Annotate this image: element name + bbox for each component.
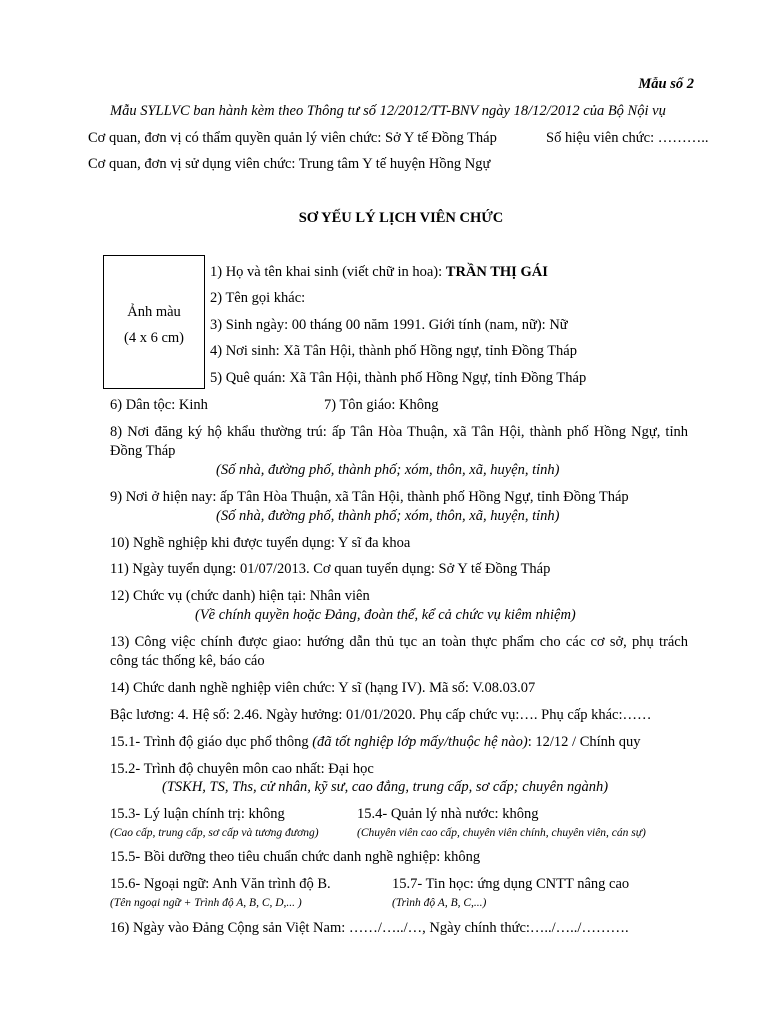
field-highest-qualification: 15.2- Trình độ chuyên môn cao nhất: Đại học [110, 761, 374, 777]
using-agency: Cơ quan, đơn vị sử dụng viên chức: Trung tâm Y tế huyện Hồng Ngự [88, 156, 491, 172]
field-professional-title: 14) Chức danh nghề nghiệp viên chức: Y sĩ (hạng IV). Mã số: V.08.03.07 [110, 680, 536, 696]
general-education-label: 15.1- Trình độ giáo dục phổ thông [110, 734, 313, 750]
field-hometown: 5) Quê quán: Xã Tân Hội, thành phố Hồng Ngự, tỉnh Đồng Tháp [210, 370, 587, 386]
state-management-note: (Chuyên viên cao cấp, chuyên viên chính, chuyên viên, cán sự) [357, 827, 646, 839]
field-party-admission: 16) Ngày vào Đảng Cộng sản Việt Nam: ……/…../…, Ngày chính thức:…../…../………. [110, 920, 629, 936]
field-occupation: 10) Nghề nghiệp khi được tuyển dụng: Y sĩ đa khoa [110, 535, 411, 551]
field-current-address: 9) Nơi ở hiện nay: ấp Tân Hòa Thuận, xã Tân Hội, thành phố Hồng Ngự, tỉnh Đồng Tháp [110, 489, 629, 505]
field-birth-gender: 3) Sinh ngày: 00 tháng 00 năm 1991. Giới tính (nam, nữ): Nữ [210, 317, 568, 333]
form-number: Mẫu số 2 [638, 76, 694, 92]
field-religion: 7) Tôn giáo: Không [324, 397, 439, 413]
field-general-education [110, 733, 641, 751]
political-theory-note: (Cao cấp, trung cấp, sơ cấp và tương đương) [110, 827, 319, 839]
field-ethnicity: 6) Dân tộc: Kinh [110, 397, 208, 413]
full-name-label: 1) Họ và tên khai sinh (viết chữ in hoa): [210, 264, 446, 280]
photo-label: Ảnh màu [127, 304, 181, 320]
position-note: (Về chính quyền hoặc Đảng, đoàn thể, kể cả chức vụ kiêm nhiệm) [195, 607, 576, 623]
field-state-management: 15.4- Quản lý nhà nước: không [357, 806, 539, 822]
permanent-address-note: (Số nhà, đường phố, thành phố; xóm, thôn, xã, huyện, tỉnh) [216, 462, 560, 478]
field-other-name: 2) Tên gọi khác: [210, 290, 306, 306]
highest-qualification-note: (TSKH, TS, Ths, cử nhân, kỹ sư, cao đẳng, trung cấp, sơ cấp; chuyên ngành) [162, 779, 609, 795]
general-education-value: : 12/12 / Chính quy [527, 734, 641, 750]
field-professional-training: 15.5- Bồi dưỡng theo tiêu chuẩn chức danh nghề nghiệp: không [110, 849, 481, 865]
field-recruitment: 11) Ngày tuyển dụng: 01/07/2013. Cơ quan tuyển dụng: Sở Y tế Đồng Tháp [110, 561, 551, 577]
current-address-note: (Số nhà, đường phố, thành phố; xóm, thôn, xã, huyện, tỉnh) [216, 508, 560, 524]
it-skills-note: (Trình độ A, B, C,...) [392, 897, 487, 909]
field-main-duties: 13) Công việc chính được giao: hướng dẫn thủ tục an toàn thực phẩm cho các cơ sở, phụ trách công tác thống kê, báo cáo [110, 634, 688, 669]
general-education-hint: (đã tốt nghiệp lớp mấy/thuộc hệ nào) [312, 734, 528, 750]
field-birthplace: 4) Nơi sinh: Xã Tân Hội, thành phố Hồng ngự, tỉnh Đồng Tháp [210, 343, 577, 359]
decree-reference: Mẫu SYLLVC ban hành kèm theo Thông tư số 12/2012/TT-BNV ngày 18/12/2012 của Bộ Nội vụ [110, 103, 666, 119]
field-foreign-language: 15.6- Ngoại ngữ: Anh Văn trình độ B. [110, 876, 331, 892]
page-title: SƠ YẾU LÝ LỊCH VIÊN CHỨC [298, 210, 504, 226]
field-it-skills: 15.7- Tin học: ứng dụng CNTT nâng cao [392, 876, 630, 892]
field-permanent-address: 8) Nơi đăng ký hộ khẩu thường trú: ấp Tân Hòa Thuận, xã Tân Hội, thành phố Hồng Ngự, tỉnh Đồng Tháp [110, 424, 688, 459]
field-position: 12) Chức vụ (chức danh) hiện tại: Nhân viên [110, 588, 370, 604]
foreign-language-note: (Tên ngoại ngữ + Trình độ A, B, C, D,... ) [110, 897, 302, 909]
photo-size: (4 x 6 cm) [124, 330, 184, 346]
full-name-value: TRẦN THỊ GÁI [445, 264, 548, 280]
field-full-name [210, 263, 548, 281]
field-salary: Bậc lương: 4. Hệ số: 2.46. Ngày hưởng: 01/01/2020. Phụ cấp chức vụ:…. Phụ cấp khác:…… [110, 707, 652, 723]
staff-code: Số hiệu viên chức: ……….. [546, 130, 709, 146]
photo-placeholder [103, 255, 205, 389]
field-political-theory: 15.3- Lý luận chính trị: không [110, 806, 285, 822]
managing-agency: Cơ quan, đơn vị có thẩm quyền quản lý viên chức: Sở Y tế Đồng Tháp [88, 130, 497, 146]
